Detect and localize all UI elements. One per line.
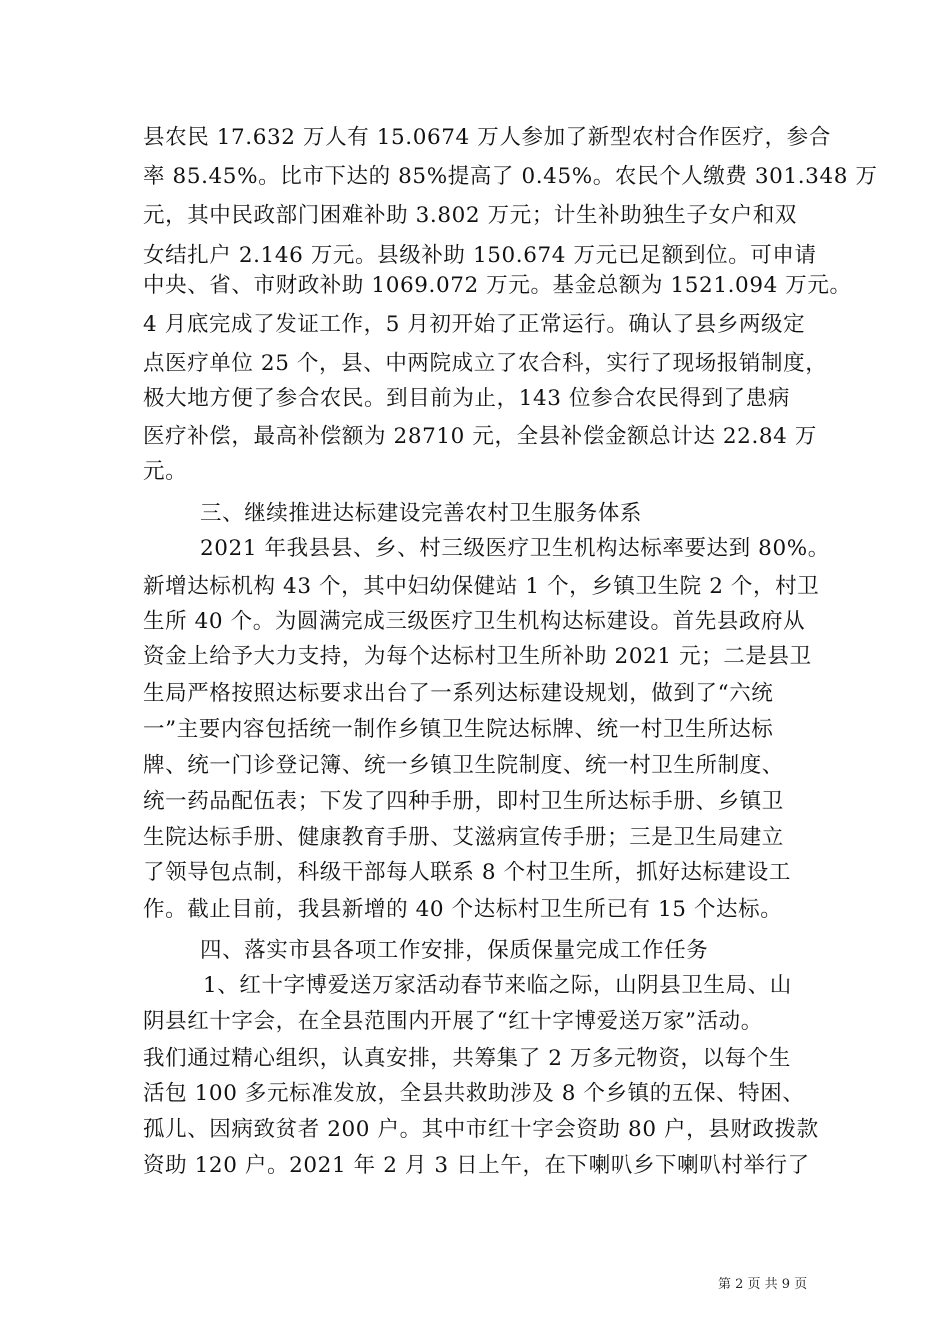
text-line: 元，其中民政部门困难补助 3.802 万元；计生补助独生子女户和双 [143, 203, 798, 228]
text-line: 女结扎户 2.146 万元。县级补助 150.674 万元已足额到位。可申请 [143, 243, 817, 268]
text-line: 县农民 17.632 万人有 15.0674 万人参加了新型农村合作医疗，参合 [143, 125, 831, 150]
text-line: 我们通过精心组织，认真安排，共筹集了 2 万多元物资，以每个生 [143, 1046, 791, 1071]
text-line: 新增达标机构 43 个，其中妇幼保健站 1 个，乡镇卫生院 2 个，村卫 [143, 574, 820, 599]
text-line: 阴县红十字会，在全县范围内开展了“红十字博爱送万家”活动。 [143, 1009, 763, 1034]
text-line: 率 85.45%。比市下达的 85%提高了 0.45%。农民个人缴费 301.348 万 [143, 164, 878, 189]
text-line: 孤儿、因病致贫者 200 户。其中市红十字会资助 80 户，县财政拨款 [143, 1117, 819, 1142]
text-line: 资金上给予大力支持，为每个达标村卫生所补助 2021 元；二是县卫 [143, 644, 812, 669]
section-heading: 四、落实市县各项工作安排，保质保量完成工作任务 [200, 938, 709, 963]
text-line: 点医疗单位 25 个，县、中两院成立了农合科，实行了现场报销制度， [143, 351, 828, 376]
text-line: 活包 100 多元标准发放，全县共救助涉及 8 个乡镇的五保、特困、 [143, 1081, 805, 1106]
text-line: 元。 [143, 459, 188, 484]
text-line: 生所 40 个。为圆满完成三级医疗卫生机构达标建设。首先县政府从 [143, 609, 806, 634]
text-line: 生局严格按照达标要求出台了一系列达标建设规划，做到了“六统 [143, 681, 774, 706]
text-line: 生院达标手册、健康教育手册、艾滋病宣传手册；三是卫生局建立 [143, 825, 784, 850]
text-line: 医疗补偿，最高补偿额为 28710 元，全县补偿金额总计达 22.84 万 [143, 424, 817, 449]
text-line: 2021 年我县县、乡、村三级医疗卫生机构达标率要达到 80%。 [200, 536, 830, 561]
text-line: 资助 120 户。2021 年 2 月 3 日上午，在下喇叭乡下喇叭村举行了 [143, 1153, 810, 1178]
text-line: 中央、省、市财政补助 1069.072 万元。基金总额为 1521.094 万元。 [143, 273, 852, 298]
page-number: 第 2 页 共 9 页 [718, 1277, 808, 1292]
text-line: 一”主要内容包括统一制作乡镇卫生院达标牌、统一村卫生所达标 [143, 717, 774, 742]
text-line: 统一药品配伍表；下发了四种手册，即村卫生所达标手册、乡镇卫 [143, 789, 784, 814]
text-line: 极大地方便了参合农民。到目前为止，143 位参合农民得到了患病 [143, 386, 790, 411]
text-line: 作。截止目前，我县新增的 40 个达标村卫生所已有 15 个达标。 [143, 897, 783, 922]
text-line: 1、红十字博爱送万家活动春节来临之际，山阴县卫生局、山 [203, 973, 792, 998]
text-line: 4 月底完成了发证工作，5 月初开始了正常运行。确认了县乡两级定 [143, 312, 806, 337]
section-heading: 三、继续推进达标建设完善农村卫生服务体系 [200, 501, 643, 526]
text-line: 牌、统一门诊登记簿、统一乡镇卫生院制度、统一村卫生所制度、 [143, 753, 784, 778]
text-line: 了领导包点制，科级干部每人联系 8 个村卫生所，抓好达标建设工 [143, 860, 791, 885]
